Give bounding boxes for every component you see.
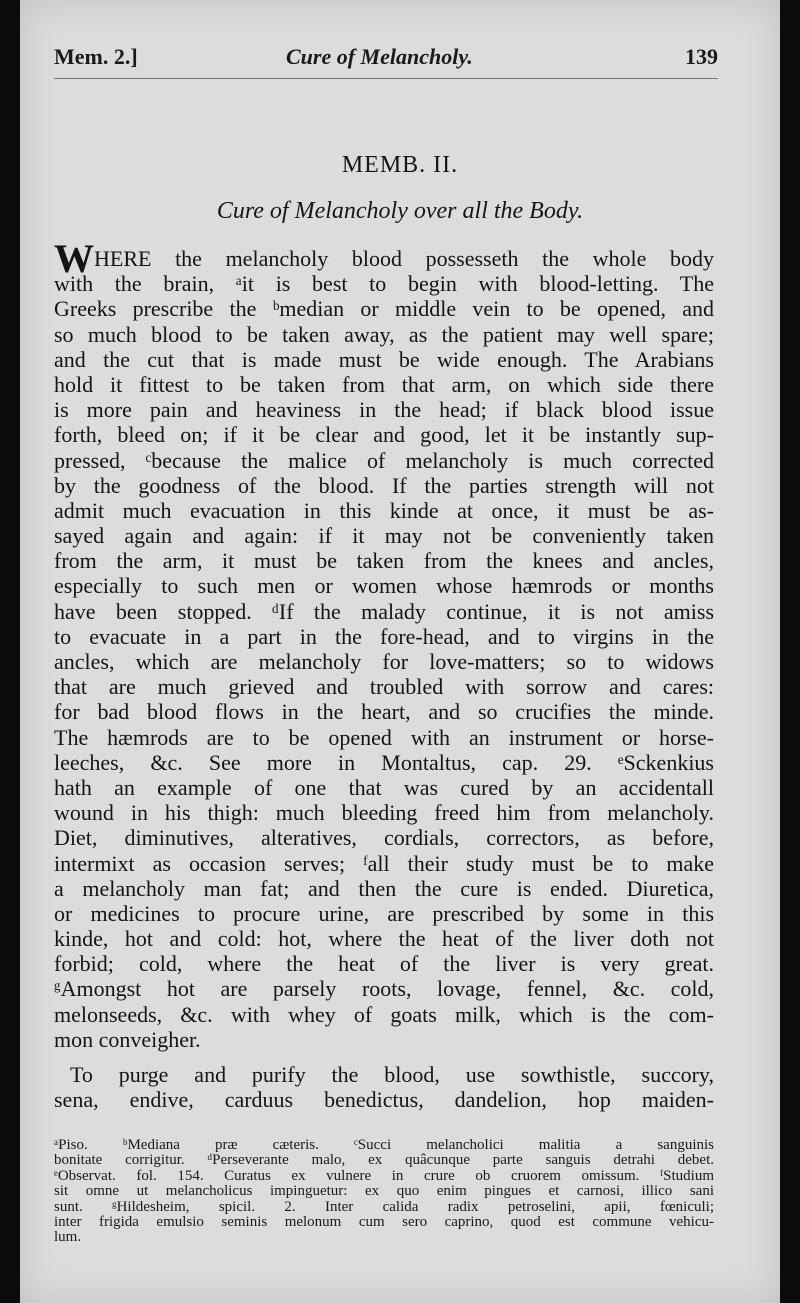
line-text: with the brain, ᵃit is best to begin with blood-letting. The: [54, 271, 714, 297]
line-text: from the arm, it must be taken from the knees and ancles,: [54, 548, 714, 574]
running-header: [54, 44, 718, 76]
text-line: [54, 851, 714, 876]
text-line: [54, 1062, 714, 1087]
footnote-line: [54, 1153, 714, 1168]
line-text: by the goodness of the blood. If the parties strength will not: [54, 472, 714, 498]
text-line: [54, 236, 714, 281]
text-line: [54, 1027, 714, 1052]
line-text: sit omne ut melancholicus impinguetur: ex quo enim pingues et carnosi, illico sani: [54, 1183, 714, 1200]
text-line: [54, 725, 714, 750]
footnote-line: [54, 1215, 714, 1230]
line-text: hold it fittest to be taken from that arm, on which side there: [54, 371, 714, 397]
line-text: especially to such men or women whose hæmrods or months: [54, 573, 714, 599]
line-text: Diet, diminutives, alteratives, cordials, correctors, as before,: [54, 825, 714, 851]
text-line: [54, 573, 714, 598]
text-line: [54, 775, 714, 800]
line-text: sayed again and again: if it may not be conveniently taken: [54, 523, 714, 549]
line-text: ᵍAmongst hot are parsely roots, lovage, fennel, &c. cold,: [54, 976, 714, 1002]
text-line: [54, 825, 714, 850]
footnote-line: [54, 1184, 714, 1199]
line-text: or medicines to procure urine, are prescribed by some in this: [54, 900, 714, 926]
text-line: [54, 498, 714, 523]
text-line: [54, 649, 714, 674]
line-text: lum.: [54, 1229, 82, 1246]
text-line: [54, 699, 714, 724]
text-line: [54, 1087, 714, 1112]
text-line: [54, 901, 714, 926]
line-text: that are much grieved and troubled with sorrow and cares:: [54, 674, 714, 700]
line-text: so much blood to be taken away, as the patient may well spare;: [54, 321, 714, 347]
line-text: pressed, ᶜbecause the malice of melancholy is much corrected: [54, 447, 714, 473]
line-text: for bad blood flows in the heart, and so crucifies the minde.: [54, 699, 714, 725]
line-text: ancles, which are melancholy for love-matters; so to widows: [54, 649, 714, 674]
text-line: [54, 800, 714, 825]
line-text: bonitate corrigitur. ᵈPerseverante malo, ex quâcunque parte sanguis detrahi debet.: [54, 1152, 714, 1169]
section-subtitle: Cure of Melancholy over all the Body.: [216, 198, 584, 224]
line-text: sunt. ᵍHildesheim, spicil. 2. Inter calida radix petroselini, apii, fœniculi;: [54, 1198, 714, 1215]
line-text: HERE the melancholy blood possesseth the whole body: [94, 246, 714, 271]
line-text: Greeks prescribe the ᵇmedian or middle vein to be opened, and: [54, 296, 714, 322]
line-text: sena, endive, carduus benedictus, dandelion, hop maiden-: [54, 1087, 714, 1113]
text-line: [54, 322, 714, 347]
text-line: [54, 624, 714, 649]
text-line: [54, 448, 714, 473]
header-title: Cure of Melancholy.: [286, 44, 473, 69]
line-text: and the cut that is made must be wide enough. The Arabians: [54, 346, 714, 372]
paragraph-2: [54, 1062, 714, 1112]
footnotes: [54, 1138, 714, 1246]
footnote-line: [54, 1138, 714, 1153]
paragraph-1: [54, 236, 714, 1052]
text-line: [54, 674, 714, 699]
line-text: is more pain and heaviness in the head; if black blood issue: [54, 397, 714, 423]
text-line: [54, 422, 714, 447]
text-line: [54, 296, 714, 321]
text-line: [54, 372, 714, 397]
header-rule: [54, 78, 718, 79]
main-text: [54, 236, 714, 1113]
text-line: [54, 548, 714, 573]
text-line: [54, 1002, 714, 1027]
line-text: The hæmrods are to be opened with an instrument or horse-: [54, 724, 714, 750]
footnote-rule: [54, 1130, 714, 1131]
section-heading: MEMB. II.: [341, 152, 459, 178]
line-text: to evacuate in a part in the fore-head, and to virgins in the: [54, 623, 714, 649]
text-line: [54, 397, 714, 422]
book-page: [20, 0, 780, 1303]
text-line: [54, 523, 714, 548]
footnote-line: [54, 1230, 714, 1245]
footnote-line: [54, 1200, 714, 1215]
text-line: [54, 951, 714, 976]
line-text: intermixt as occasion serves; ᶠall their study must be to make: [54, 850, 714, 876]
line-text: have been stopped. ᵈIf the malady continue, it is not amiss: [54, 598, 714, 624]
line-text: forbid; cold, where the heat of the liver is very great.: [54, 951, 714, 977]
text-line: [54, 976, 714, 1001]
text-line: [54, 473, 714, 498]
text-line: [54, 271, 714, 296]
line-text: leeches, &c. See more in Montaltus, cap. 29. ᵉSckenkius: [54, 749, 714, 775]
text-line: [54, 926, 714, 951]
line-text: hath an example of one that was cured by an accidentall: [54, 774, 714, 800]
header-section-ref: Mem. 2.]: [54, 44, 138, 69]
page-number: 139: [685, 44, 718, 69]
line-text: ᵃPiso. ᵇMediana præ cæteris. ᶜSucci melancholici malitia a sanguinis: [54, 1137, 714, 1153]
text-line: [54, 347, 714, 372]
line-text: admit much evacuation in this kinde at once, it must be as-: [54, 497, 714, 523]
line-text: a melancholy man fat; and then the cure is ended. Diuretica,: [54, 875, 714, 901]
line-text: inter frigida emulsio seminis melonum cum sero caprino, quod est commune vehicu-: [54, 1213, 714, 1230]
line-text: forth, bleed on; if it be clear and good, let it be instantly sup-: [54, 422, 714, 448]
line-text: wound in his thigh: much bleeding freed him from melancholy.: [54, 800, 714, 826]
line-text: To purge and purify the blood, use sowthistle, succory,: [70, 1062, 714, 1087]
line-text: mon conveigher.: [54, 1026, 201, 1052]
line-text: kinde, hot and cold: hot, where the heat of the liver doth not: [54, 926, 714, 952]
line-text: ᵉObservat. fol. 154. Curatus ex vulnere in crure ob cruorem omissum. ᶠStudium: [54, 1167, 714, 1184]
drop-cap: W: [54, 236, 94, 281]
footnote-line: [54, 1169, 714, 1184]
text-line: [54, 876, 714, 901]
text-line: [54, 599, 714, 624]
line-text: melonseeds, &c. with whey of goats milk, which is the com-: [54, 1001, 714, 1027]
text-line: [54, 750, 714, 775]
